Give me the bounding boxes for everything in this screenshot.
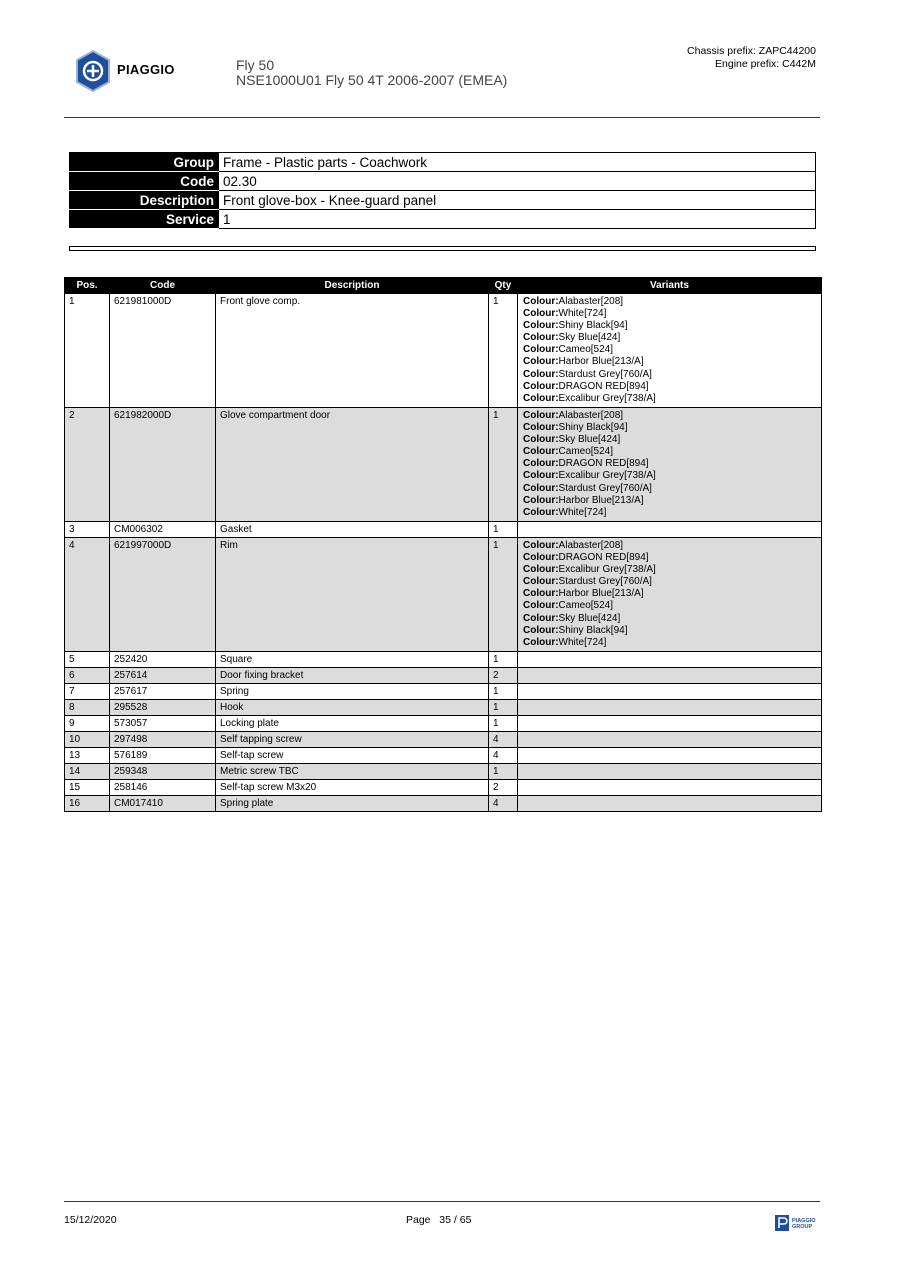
cell-pos: 7 bbox=[65, 684, 110, 700]
variant-line bbox=[523, 422, 817, 434]
cell-description: Gasket bbox=[216, 522, 489, 538]
variant-line bbox=[523, 564, 817, 576]
cell-qty: 1 bbox=[489, 684, 518, 700]
cell-pos: 2 bbox=[65, 408, 110, 522]
variant-value: Alabaster[208] bbox=[558, 410, 624, 421]
page-value: 35 / 65 bbox=[439, 1214, 472, 1226]
cell-variants bbox=[518, 796, 822, 812]
variant-key: Colour: bbox=[523, 356, 559, 368]
variant-value: Harbor Blue[213/A] bbox=[558, 356, 644, 368]
info-label: Code bbox=[70, 172, 219, 191]
variant-key: Colour: bbox=[523, 588, 559, 600]
cell-pos: 4 bbox=[65, 538, 110, 652]
cell-code: 295528 bbox=[110, 700, 216, 716]
cell-code: 252420 bbox=[110, 652, 216, 668]
variant-value: Cameo[524] bbox=[558, 446, 614, 458]
variant-key: Colour: bbox=[523, 296, 559, 307]
variant-value: Shiny Black[94] bbox=[558, 422, 628, 434]
variant-key: Colour: bbox=[523, 422, 559, 434]
cell-variants bbox=[518, 294, 822, 408]
info-label: Group bbox=[70, 153, 219, 172]
variant-key: Colour: bbox=[523, 380, 559, 392]
variant-value: Alabaster[208] bbox=[558, 296, 624, 307]
cell-qty: 1 bbox=[489, 700, 518, 716]
cell-code: 259348 bbox=[110, 764, 216, 780]
table-row bbox=[65, 700, 822, 716]
cell-description: Front glove comp. bbox=[216, 294, 489, 408]
piaggio-shield-icon bbox=[75, 50, 111, 92]
table-row bbox=[65, 652, 822, 668]
cell-code: 258146 bbox=[110, 780, 216, 796]
chassis-prefix: Chassis prefix: ZAPC44200 bbox=[687, 45, 816, 57]
variant-line bbox=[523, 470, 817, 482]
variant-line bbox=[523, 296, 817, 308]
variant-value: White[724] bbox=[558, 308, 607, 320]
cell-description: Locking plate bbox=[216, 716, 489, 732]
cell-pos: 1 bbox=[65, 294, 110, 408]
info-row bbox=[70, 191, 816, 210]
variant-value: Cameo[524] bbox=[558, 344, 614, 356]
table-row bbox=[65, 522, 822, 538]
info-label: Description bbox=[70, 191, 219, 210]
table-row bbox=[65, 732, 822, 748]
cell-description: Self-tap screw bbox=[216, 748, 489, 764]
cell-description: Door fixing bracket bbox=[216, 668, 489, 684]
cell-code: 257617 bbox=[110, 684, 216, 700]
variant-line bbox=[523, 507, 817, 519]
model-name: Fly 50 bbox=[236, 57, 275, 73]
variant-key: Colour: bbox=[523, 446, 559, 458]
variant-line bbox=[523, 613, 817, 625]
variant-value: Sky Blue[424] bbox=[558, 612, 621, 624]
variant-key: Colour: bbox=[523, 410, 559, 421]
cell-pos: 9 bbox=[65, 716, 110, 732]
variant-key: Colour: bbox=[523, 344, 559, 356]
cell-code: 621981000D bbox=[110, 294, 216, 408]
variant-line bbox=[523, 637, 817, 649]
table-row bbox=[65, 748, 822, 764]
variant-line bbox=[523, 320, 817, 332]
info-value: Frame - Plastic parts - Coachwork bbox=[219, 153, 816, 172]
cell-variants bbox=[518, 764, 822, 780]
variant-line bbox=[523, 552, 817, 564]
variant-key: Colour: bbox=[523, 576, 559, 588]
variant-line bbox=[523, 576, 817, 588]
variant-value: Harbor Blue[213/A] bbox=[558, 494, 644, 506]
variant-key: Colour: bbox=[523, 564, 559, 576]
cell-qty: 1 bbox=[489, 716, 518, 732]
variant-line bbox=[523, 483, 817, 495]
variant-line bbox=[523, 356, 817, 368]
cell-pos: 16 bbox=[65, 796, 110, 812]
cell-variants bbox=[518, 780, 822, 796]
variant-value: Excalibur Grey[738/A] bbox=[558, 392, 656, 404]
cell-qty: 2 bbox=[489, 780, 518, 796]
variant-line bbox=[523, 308, 817, 320]
table-row bbox=[65, 780, 822, 796]
piaggio-group-icon bbox=[775, 1214, 820, 1232]
variant-key: Colour: bbox=[523, 308, 559, 320]
table-row bbox=[65, 668, 822, 684]
cell-description: Rim bbox=[216, 538, 489, 652]
parts-table-header bbox=[65, 278, 822, 294]
piaggio-group-logo bbox=[775, 1214, 820, 1232]
variant-value: Cameo[524] bbox=[558, 600, 614, 612]
variant-line bbox=[523, 625, 817, 637]
cell-pos: 3 bbox=[65, 522, 110, 538]
variant-line bbox=[523, 540, 817, 552]
variant-line bbox=[523, 369, 817, 381]
cell-qty: 1 bbox=[489, 408, 518, 522]
cell-code: CM006302 bbox=[110, 522, 216, 538]
cell-qty: 1 bbox=[489, 764, 518, 780]
header-divider bbox=[64, 117, 820, 118]
variant-key: Colour: bbox=[523, 506, 559, 518]
cell-pos: 5 bbox=[65, 652, 110, 668]
info-value: 1 bbox=[219, 210, 816, 229]
cell-qty: 4 bbox=[489, 732, 518, 748]
table-row bbox=[65, 764, 822, 780]
variant-key: Colour: bbox=[523, 612, 559, 624]
variant-value: DRAGON RED[894] bbox=[558, 380, 649, 392]
cell-description: Spring bbox=[216, 684, 489, 700]
table-row bbox=[65, 716, 822, 732]
variant-value: White[724] bbox=[558, 636, 607, 648]
cell-variants bbox=[518, 668, 822, 684]
cell-description: Spring plate bbox=[216, 796, 489, 812]
variant-key: Colour: bbox=[523, 332, 559, 344]
variant-value: Excalibur Grey[738/A] bbox=[558, 564, 656, 576]
cell-code: 621982000D bbox=[110, 408, 216, 522]
variant-value: Harbor Blue[213/A] bbox=[558, 588, 644, 600]
cell-qty: 1 bbox=[489, 522, 518, 538]
variant-value: DRAGON RED[894] bbox=[558, 458, 649, 470]
info-value: Front glove-box - Knee-guard panel bbox=[219, 191, 816, 210]
cell-code: 576189 bbox=[110, 748, 216, 764]
info-separator-bar bbox=[69, 246, 816, 251]
cell-code: CM017410 bbox=[110, 796, 216, 812]
variant-key: Colour: bbox=[523, 552, 559, 564]
page-number bbox=[406, 1214, 471, 1226]
variant-value: Alabaster[208] bbox=[558, 540, 624, 551]
variant-value: Stardust Grey[760/A] bbox=[558, 482, 652, 494]
prefix-block bbox=[687, 45, 816, 70]
header-qty: Qty bbox=[489, 278, 518, 294]
cell-code: 257614 bbox=[110, 668, 216, 684]
cell-description: Metric screw TBC bbox=[216, 764, 489, 780]
cell-variants bbox=[518, 408, 822, 522]
cell-variants bbox=[518, 732, 822, 748]
cell-qty: 1 bbox=[489, 538, 518, 652]
cell-description: Self-tap screw M3x20 bbox=[216, 780, 489, 796]
table-row bbox=[65, 538, 822, 652]
engine-prefix: Engine prefix: C442M bbox=[715, 57, 816, 70]
variant-line bbox=[523, 434, 817, 446]
page-label: Page bbox=[406, 1214, 431, 1226]
cell-description: Glove compartment door bbox=[216, 408, 489, 522]
variant-key: Colour: bbox=[523, 434, 559, 446]
variant-value: Shiny Black[94] bbox=[558, 624, 628, 636]
variant-line bbox=[523, 495, 817, 507]
cell-variants bbox=[518, 522, 822, 538]
variant-key: Colour: bbox=[523, 494, 559, 506]
cell-qty: 1 bbox=[489, 294, 518, 408]
piaggio-logo bbox=[75, 50, 190, 92]
cell-variants bbox=[518, 748, 822, 764]
cell-pos: 14 bbox=[65, 764, 110, 780]
cell-qty: 1 bbox=[489, 652, 518, 668]
cell-pos: 8 bbox=[65, 700, 110, 716]
model-version: NSE1000U01 Fly 50 4T 2006-2007 (EMEA) bbox=[236, 72, 508, 88]
info-label: Service bbox=[70, 210, 219, 229]
variant-line bbox=[523, 344, 817, 356]
cell-variants bbox=[518, 652, 822, 668]
cell-qty: 4 bbox=[489, 748, 518, 764]
model-title bbox=[236, 58, 507, 88]
group-logo-line1: PIAGGIO bbox=[792, 1218, 816, 1224]
info-row bbox=[70, 210, 816, 229]
cell-pos: 13 bbox=[65, 748, 110, 764]
header-variants: Variants bbox=[518, 278, 822, 294]
group-info-table bbox=[69, 152, 816, 229]
variant-key: Colour: bbox=[523, 624, 559, 636]
cell-code: 621997000D bbox=[110, 538, 216, 652]
cell-variants bbox=[518, 716, 822, 732]
cell-variants bbox=[518, 538, 822, 652]
parts-table bbox=[64, 277, 822, 812]
info-row bbox=[70, 172, 816, 191]
header-description: Description bbox=[216, 278, 489, 294]
variant-key: Colour: bbox=[523, 368, 559, 380]
variant-key: Colour: bbox=[523, 458, 559, 470]
variant-key: Colour: bbox=[523, 636, 559, 648]
cell-code: 297498 bbox=[110, 732, 216, 748]
variant-line bbox=[523, 600, 817, 612]
variant-value: White[724] bbox=[558, 506, 607, 518]
brand-name: PIAGGIO bbox=[117, 62, 175, 77]
variant-line bbox=[523, 410, 817, 422]
cell-qty: 4 bbox=[489, 796, 518, 812]
table-row bbox=[65, 294, 822, 408]
variant-key: Colour: bbox=[523, 320, 559, 332]
variant-key: Colour: bbox=[523, 540, 559, 551]
variant-value: Excalibur Grey[738/A] bbox=[558, 470, 656, 482]
variant-key: Colour: bbox=[523, 392, 559, 404]
variant-line bbox=[523, 458, 817, 470]
variant-value: Sky Blue[424] bbox=[558, 332, 621, 344]
info-row bbox=[70, 153, 816, 172]
table-row bbox=[65, 796, 822, 812]
footer-divider bbox=[64, 1201, 820, 1202]
table-row bbox=[65, 408, 822, 522]
cell-pos: 15 bbox=[65, 780, 110, 796]
variant-line bbox=[523, 332, 817, 344]
variant-line bbox=[523, 446, 817, 458]
cell-pos: 10 bbox=[65, 732, 110, 748]
cell-pos: 6 bbox=[65, 668, 110, 684]
variant-value: DRAGON RED[894] bbox=[558, 552, 649, 564]
cell-description: Square bbox=[216, 652, 489, 668]
cell-description: Hook bbox=[216, 700, 489, 716]
variant-key: Colour: bbox=[523, 482, 559, 494]
info-value: 02.30 bbox=[219, 172, 816, 191]
variant-line bbox=[523, 588, 817, 600]
cell-code: 573057 bbox=[110, 716, 216, 732]
cell-variants bbox=[518, 700, 822, 716]
table-row bbox=[65, 684, 822, 700]
header-code: Code bbox=[110, 278, 216, 294]
variant-value: Stardust Grey[760/A] bbox=[558, 576, 652, 588]
variant-value: Shiny Black[94] bbox=[558, 320, 628, 332]
variant-key: Colour: bbox=[523, 600, 559, 612]
header-pos: Pos. bbox=[65, 278, 110, 294]
cell-variants bbox=[518, 684, 822, 700]
variant-value: Sky Blue[424] bbox=[558, 434, 621, 446]
variant-line bbox=[523, 393, 817, 405]
variant-key: Colour: bbox=[523, 470, 559, 482]
group-logo-line2: GROUP bbox=[792, 1224, 813, 1230]
cell-description: Self tapping screw bbox=[216, 732, 489, 748]
cell-qty: 2 bbox=[489, 668, 518, 684]
variant-value: Stardust Grey[760/A] bbox=[558, 368, 652, 380]
variant-line bbox=[523, 381, 817, 393]
print-date: 15/12/2020 bbox=[64, 1214, 117, 1226]
